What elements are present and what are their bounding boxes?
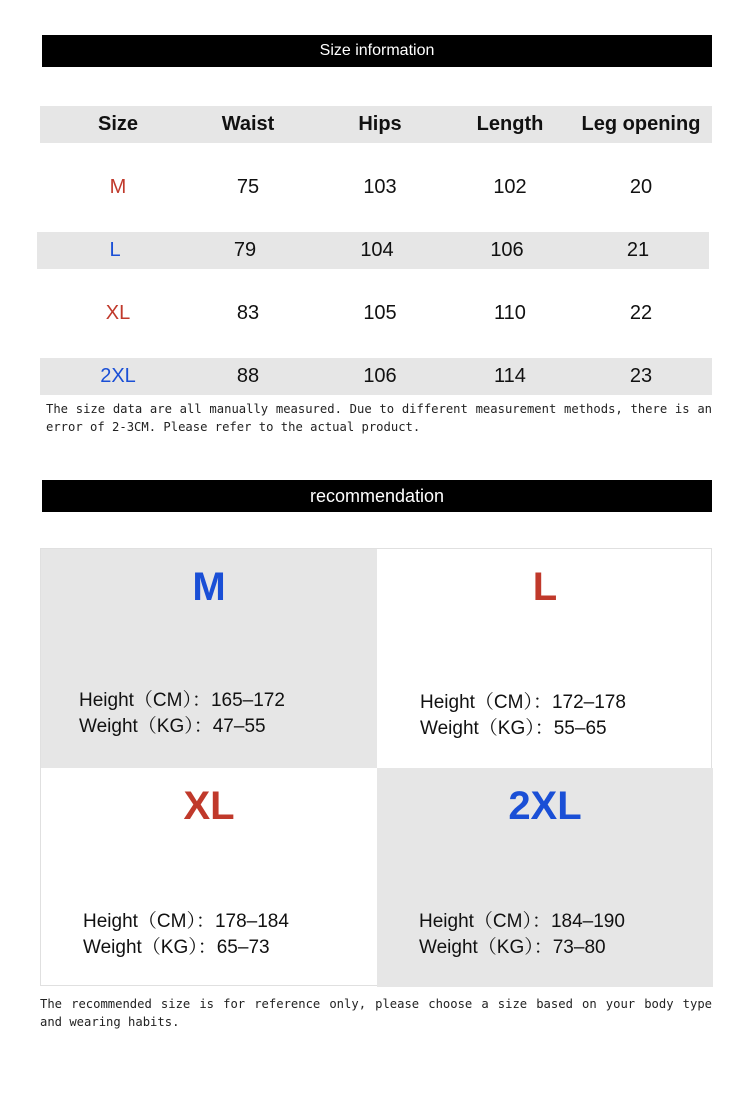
rec-height-2xl: Height（CM）：184–190 bbox=[419, 911, 625, 932]
waist-xl: 83 bbox=[236, 302, 260, 324]
hips-xl: 105 bbox=[363, 302, 397, 324]
row-spacer bbox=[40, 206, 712, 232]
recommendation-note: The recommended size is for reference only, please choose a size based on your body type and wearing habits. bbox=[40, 997, 712, 1029]
size-l-label: L bbox=[109, 239, 121, 261]
row-spacer bbox=[40, 332, 712, 358]
rec-size-2xl: 2XL bbox=[508, 784, 582, 828]
size-2xl-label: 2XL bbox=[100, 365, 136, 387]
rec-height-xl: Height（CM）：178–184 bbox=[83, 911, 289, 932]
table-header-row bbox=[40, 106, 712, 143]
size-data-note: The size data are all manually measured. Due to different measurement methods, there is an error of 2-3CM. Please refer to the actual product. bbox=[46, 402, 712, 434]
header-waist: Waist bbox=[221, 113, 275, 135]
table-row-l bbox=[37, 232, 709, 269]
size-xl-label: XL bbox=[105, 302, 131, 324]
recommendation-banner bbox=[42, 480, 712, 512]
rec-weight-l: Weight（KG）：55–65 bbox=[420, 718, 607, 739]
header-length: Length bbox=[476, 113, 544, 135]
rec-weight-2xl: Weight（KG）：73–80 bbox=[419, 937, 606, 958]
rec-size-l: L bbox=[532, 565, 558, 609]
length-xl: 110 bbox=[494, 302, 526, 324]
header-size: Size bbox=[97, 113, 139, 135]
hips-l: 104 bbox=[360, 239, 394, 261]
rec-weight-m: Weight（KG）：47–55 bbox=[79, 716, 266, 737]
length-2xl: 114 bbox=[494, 365, 526, 387]
waist-2xl: 88 bbox=[236, 365, 260, 387]
rec-height-l: Height（CM）：172–178 bbox=[420, 692, 626, 713]
rec-height-m: Height（CM）：165–172 bbox=[79, 690, 285, 711]
leg-opening-xl: 22 bbox=[629, 302, 653, 324]
rec-weight-xl: Weight（KG）：65–73 bbox=[83, 937, 270, 958]
waist-l: 79 bbox=[233, 239, 257, 261]
hips-2xl: 106 bbox=[363, 365, 397, 387]
rec-size-xl: XL bbox=[183, 784, 235, 828]
length-l: 106 bbox=[490, 239, 524, 261]
header-hips: Hips bbox=[358, 113, 402, 135]
size-m-label: M bbox=[109, 176, 127, 198]
leg-opening-2xl: 23 bbox=[629, 365, 653, 387]
row-spacer bbox=[40, 269, 712, 295]
size-table bbox=[40, 106, 712, 395]
recommendation-box-2xl bbox=[377, 768, 713, 987]
leg-opening-m: 20 bbox=[629, 176, 653, 198]
recommendation-box-m bbox=[41, 549, 377, 768]
header-leg-opening: Leg opening bbox=[581, 113, 701, 135]
hips-m: 103 bbox=[363, 176, 397, 198]
recommendation-title: recommendation bbox=[309, 485, 445, 506]
length-m: 102 bbox=[493, 176, 527, 198]
size-information-title: Size information bbox=[319, 42, 435, 59]
size-information-banner bbox=[42, 35, 712, 67]
leg-opening-l: 21 bbox=[626, 239, 650, 261]
waist-m: 75 bbox=[236, 176, 260, 198]
table-row-xl bbox=[40, 295, 712, 332]
recommendation-box-l bbox=[377, 549, 713, 768]
table-row-m bbox=[40, 169, 712, 206]
recommendation-grid bbox=[40, 548, 712, 986]
table-row-2xl bbox=[40, 358, 712, 395]
rec-size-m: M bbox=[192, 565, 226, 609]
recommendation-box-xl bbox=[41, 768, 377, 987]
